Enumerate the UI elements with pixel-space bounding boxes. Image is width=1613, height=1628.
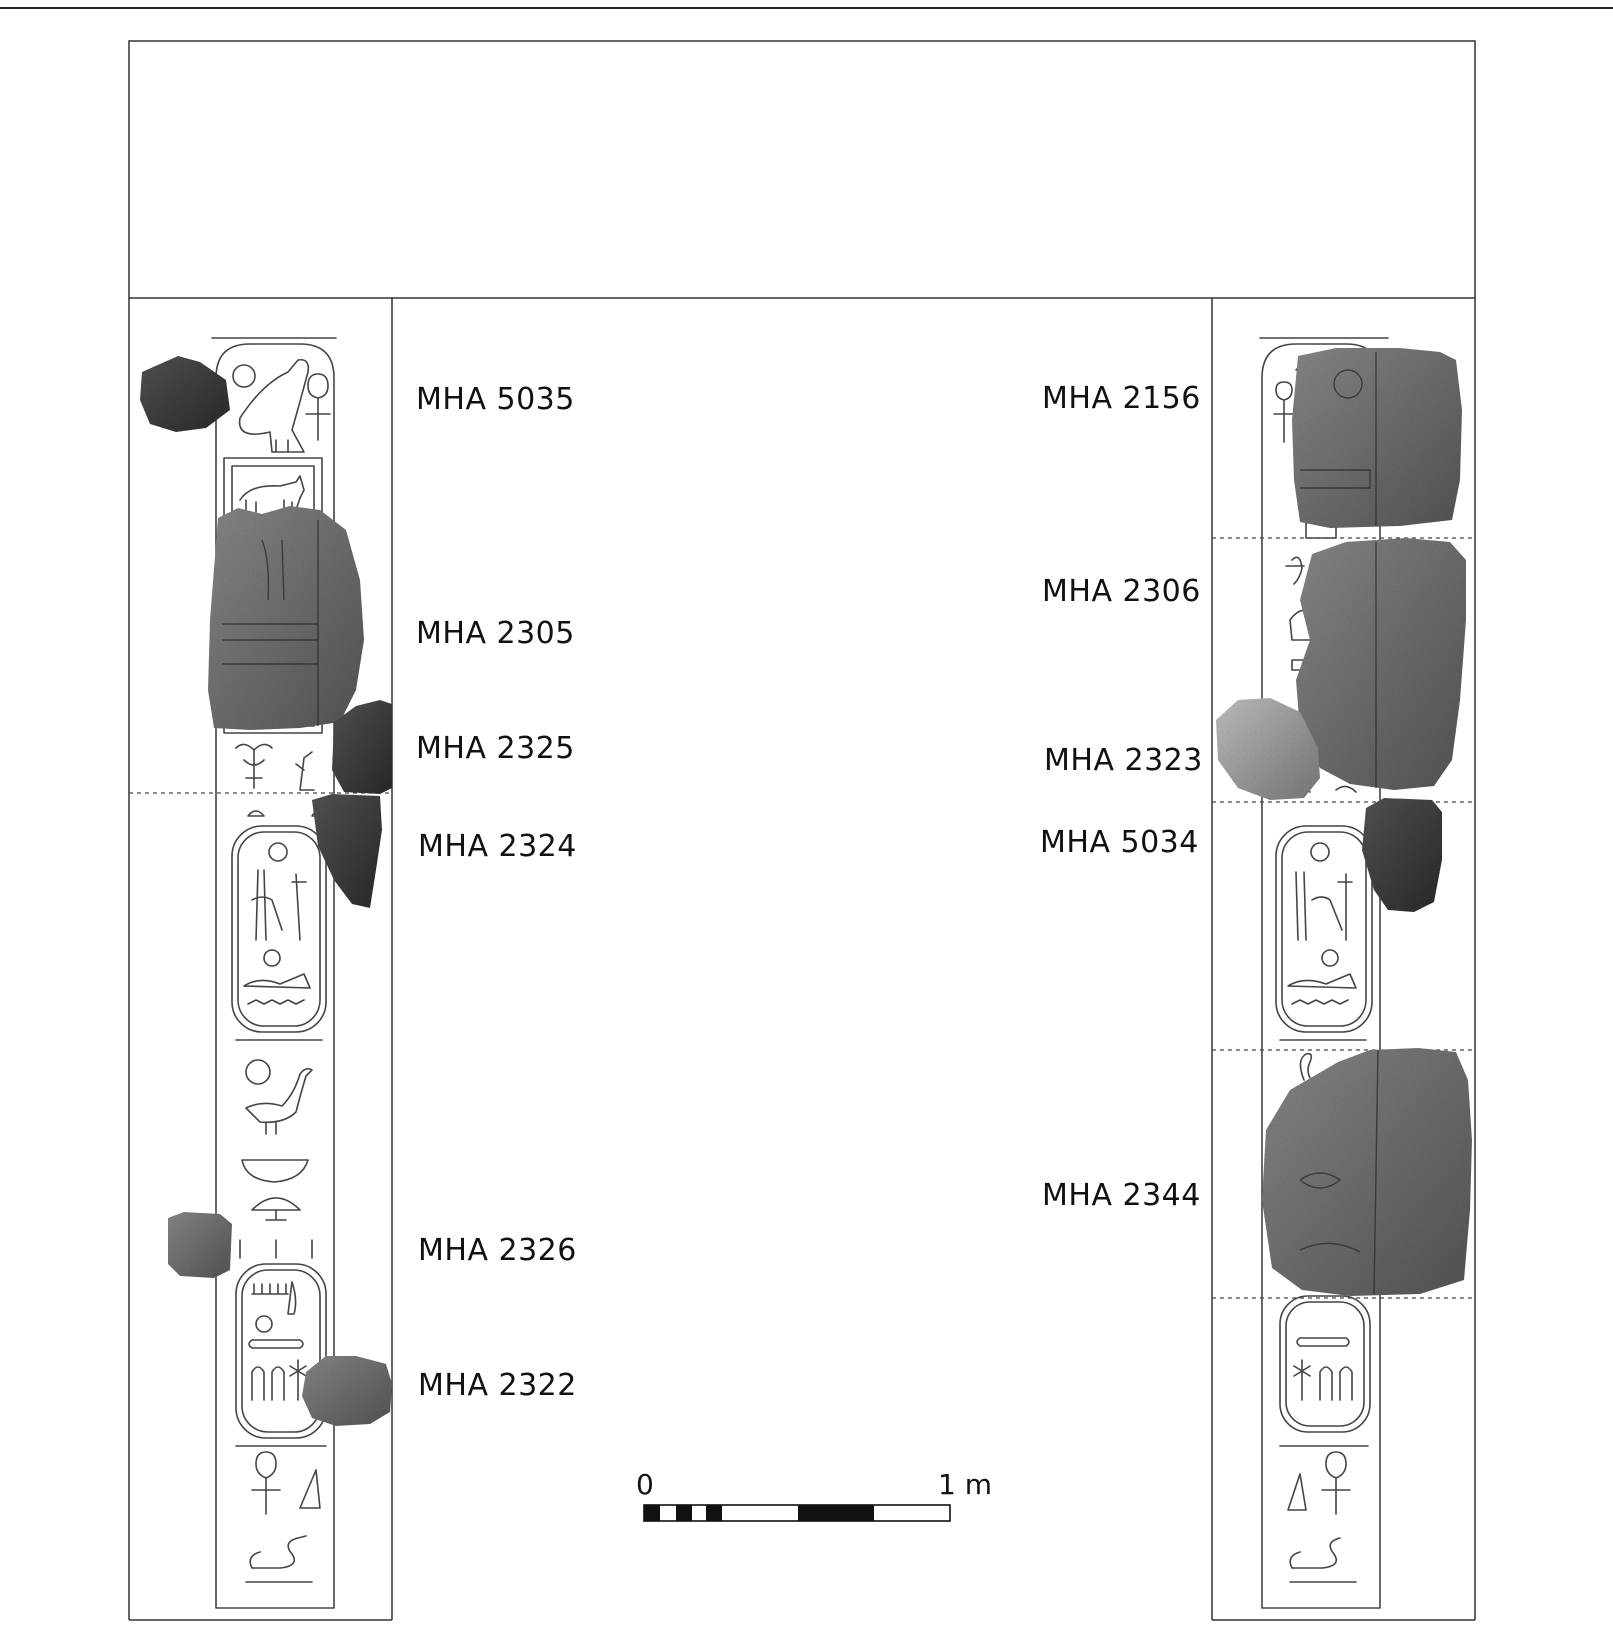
falcon-glyph (240, 360, 309, 452)
cobra-glyph (250, 1536, 306, 1568)
basket-glyph (242, 1160, 308, 1182)
fragment-mha-2344 (1262, 1048, 1472, 1296)
ankh-glyph (306, 374, 330, 440)
scale-bar (644, 1505, 950, 1521)
label-mha-2323: MHA 2323 (1044, 743, 1203, 778)
label-mha-2322: MHA 2322 (418, 1368, 577, 1403)
label-mha-5034: MHA 5034 (1040, 825, 1199, 860)
cone-glyph (300, 1470, 320, 1508)
maat-figure-glyph (252, 870, 306, 940)
fragment-mha-2306 (1296, 538, 1466, 790)
label-mha-2305: MHA 2305 (416, 616, 575, 651)
hemisphere-glyph (252, 1198, 300, 1220)
bee-glyph (236, 744, 272, 788)
right-inscription-column (1260, 338, 1388, 1608)
label-mha-2325: MHA 2325 (416, 731, 575, 766)
label-mha-2156: MHA 2156 (1042, 381, 1201, 416)
right-cartouche-1 (1276, 826, 1372, 1032)
right-cartouche-2 (1280, 1296, 1370, 1432)
label-mha-2306: MHA 2306 (1042, 574, 1201, 609)
sun-disk-glyph (233, 365, 255, 387)
stone-fragments (140, 348, 1472, 1426)
fragment-mha-2326 (168, 1212, 232, 1278)
fragment-mha-5034 (1362, 798, 1442, 912)
sedge-glyph (296, 752, 314, 790)
fragment-mha-2156 (1292, 348, 1462, 528)
fragment-mha-2322 (302, 1356, 392, 1426)
lintel-outline (129, 41, 1475, 298)
fragment-mha-2324 (312, 794, 382, 908)
scale-start-label: 0 (636, 1468, 654, 1501)
ankh-glyph-lower (252, 1452, 280, 1514)
label-mha-2326: MHA 2326 (418, 1233, 577, 1268)
cartouche-1 (232, 826, 326, 1032)
label-mha-5035: MHA 5035 (416, 382, 575, 417)
fragment-mha-2305 (208, 506, 364, 730)
fragment-carving-hints (222, 352, 1378, 1294)
label-mha-2344: MHA 2344 (1042, 1178, 1201, 1213)
goose-glyph (246, 1069, 312, 1134)
scale-end-label: 1 m (938, 1468, 992, 1501)
label-mha-2324: MHA 2324 (418, 829, 577, 864)
